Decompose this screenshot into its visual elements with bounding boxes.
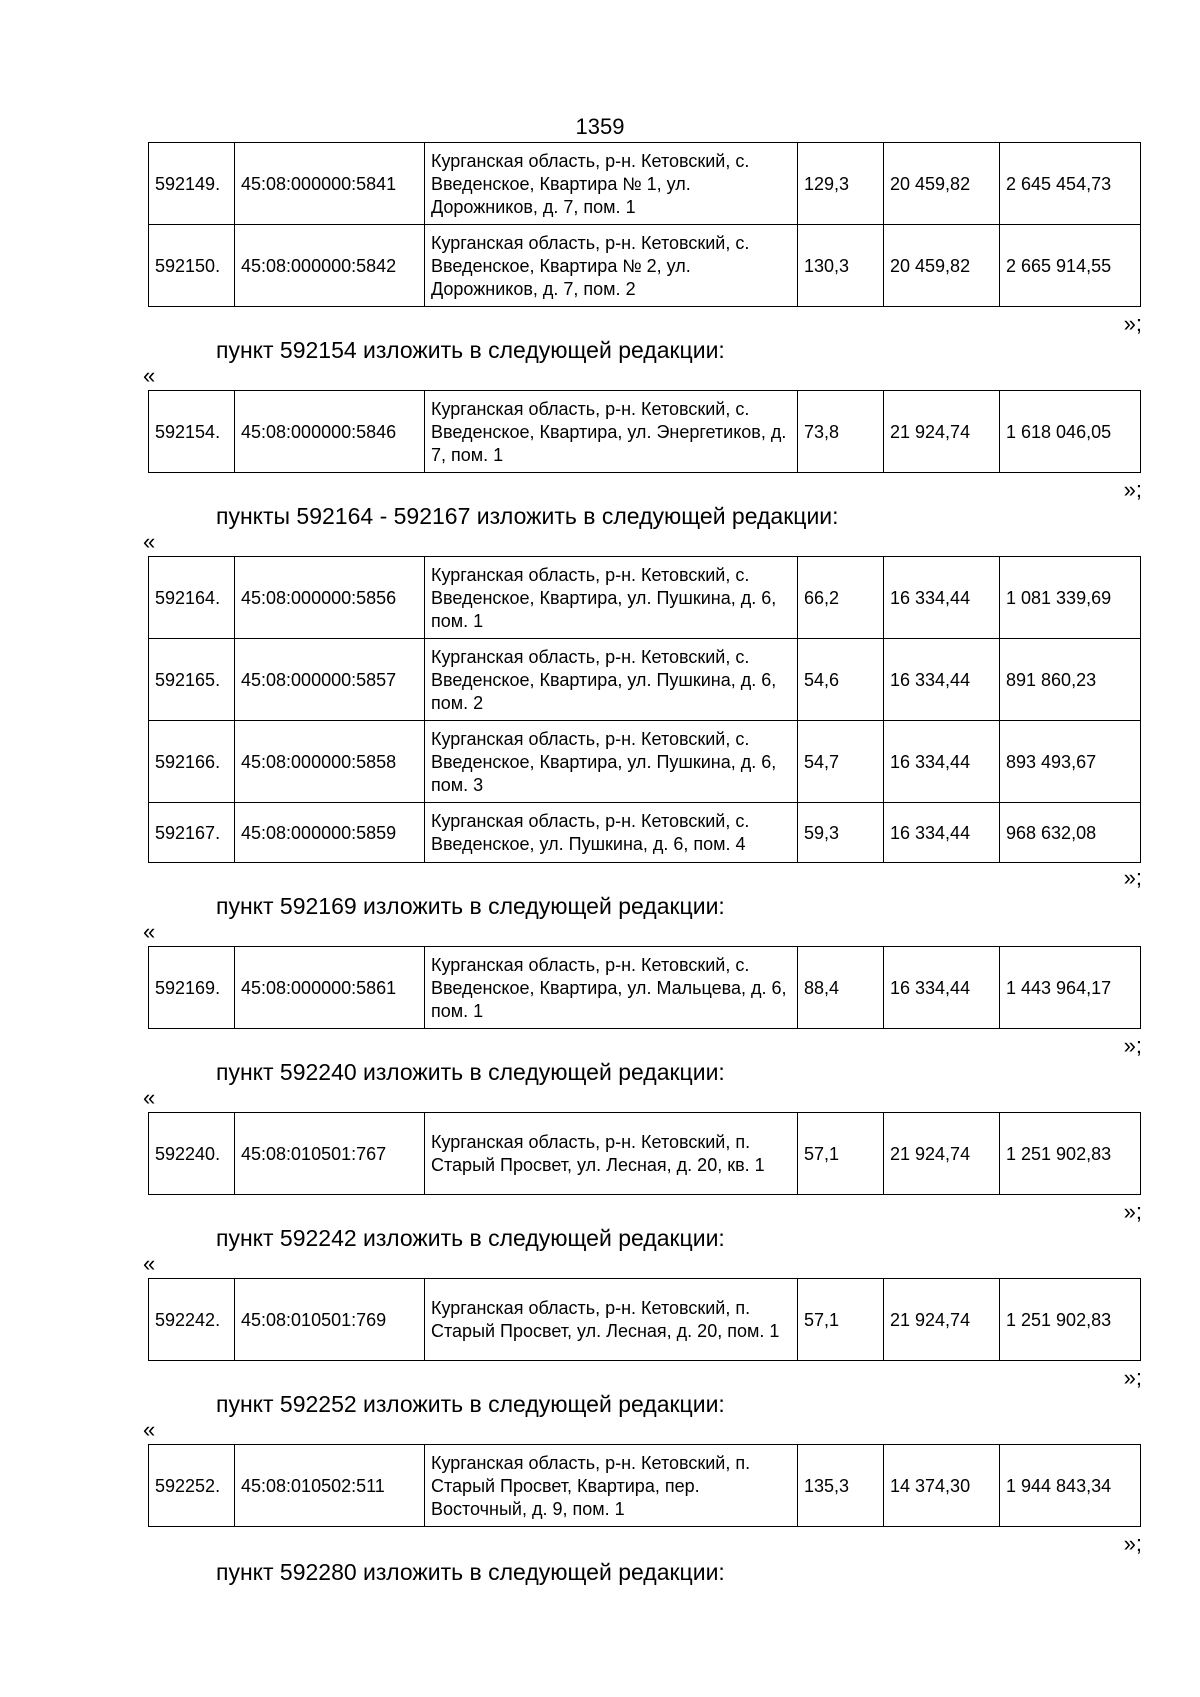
area: 88,4	[798, 947, 884, 1029]
specific-value: 16 334,44	[884, 557, 1000, 639]
opening-quote: «	[143, 1085, 156, 1110]
closing-quote: »;	[1123, 1531, 1142, 1556]
closing-quote: »;	[1123, 311, 1142, 336]
address: Курганская область, р-н. Кетовский, с. Введенское, ул. Пушкина, д. 6, пом. 4	[425, 803, 798, 863]
opening-quote: «	[143, 363, 156, 388]
cadastral-value: 1 443 964,17	[1000, 947, 1141, 1029]
table-block-592242	[148, 1278, 1140, 1361]
cadastral-value: 891 860,23	[1000, 639, 1141, 721]
address: Курганская область, р-н. Кетовский, с. Введенское, Квартира, ул. Пушкина, д. 6, пом. 2	[425, 639, 798, 721]
property-table	[148, 1112, 1141, 1195]
table-row	[149, 639, 1141, 721]
closing-quote: »;	[1123, 865, 1142, 890]
area: 130,3	[798, 225, 884, 307]
cadastral-number: 45:08:000000:5861	[235, 947, 425, 1029]
specific-value: 16 334,44	[884, 947, 1000, 1029]
address: Курганская область, р-н. Кетовский, п. Старый Просвет, ул. Лесная, д. 20, пом. 1	[425, 1279, 798, 1361]
address: Курганская область, р-н. Кетовский, с. Введенское, Квартира, ул. Энергетиков, д. 7, пом. 1	[425, 391, 798, 473]
table-row	[149, 1113, 1141, 1195]
closing-quote: »;	[1123, 1199, 1142, 1224]
instruction-text: пункт 592252 изложить в следующей редакции:	[216, 1391, 725, 1417]
address: Курганская область, р-н. Кетовский, п. Старый Просвет, ул. Лесная, д. 20, кв. 1	[425, 1113, 798, 1195]
area: 54,7	[798, 721, 884, 803]
specific-value: 14 374,30	[884, 1445, 1000, 1527]
specific-value: 21 924,74	[884, 1113, 1000, 1195]
specific-value: 20 459,82	[884, 143, 1000, 225]
cadastral-value: 2 645 454,73	[1000, 143, 1141, 225]
instruction-text: пункт 592154 изложить в следующей редакции:	[216, 337, 725, 363]
property-table	[148, 1444, 1141, 1527]
property-table	[148, 390, 1141, 473]
specific-value: 21 924,74	[884, 1279, 1000, 1361]
instruction-text: пункт 592280 изложить в следующей редакции:	[216, 1559, 725, 1585]
instruction-text: пункты 592164 - 592167 изложить в следующей редакции:	[216, 503, 839, 529]
cadastral-number: 45:08:000000:5858	[235, 721, 425, 803]
property-table	[148, 556, 1141, 863]
table-block-592164	[148, 556, 1140, 863]
table-row	[149, 143, 1141, 225]
cadastral-number: 45:08:000000:5856	[235, 557, 425, 639]
item-number: 592240.	[149, 1113, 235, 1195]
item-number: 592167.	[149, 803, 235, 863]
instruction-text: пункт 592242 изложить в следующей редакции:	[216, 1225, 725, 1251]
property-table	[148, 1278, 1141, 1361]
table-row	[149, 803, 1141, 863]
table-row	[149, 721, 1141, 803]
address: Курганская область, р-н. Кетовский, п. Старый Просвет, Квартира, пер. Восточный, д. 9, пом. 1	[425, 1445, 798, 1527]
table-row	[149, 947, 1141, 1029]
area: 59,3	[798, 803, 884, 863]
cadastral-number: 45:08:010501:769	[235, 1279, 425, 1361]
specific-value: 21 924,74	[884, 391, 1000, 473]
table-row	[149, 391, 1141, 473]
address: Курганская область, р-н. Кетовский, с. Введенское, Квартира № 1, ул. Дорожников, д. 7, пом. 1	[425, 143, 798, 225]
opening-quote: «	[143, 919, 156, 944]
cadastral-value: 1 251 902,83	[1000, 1279, 1141, 1361]
cadastral-value: 2 665 914,55	[1000, 225, 1141, 307]
area: 73,8	[798, 391, 884, 473]
table-row	[149, 225, 1141, 307]
table-row	[149, 1445, 1141, 1527]
cadastral-value: 1 944 843,34	[1000, 1445, 1141, 1527]
specific-value: 16 334,44	[884, 639, 1000, 721]
cadastral-number: 45:08:000000:5859	[235, 803, 425, 863]
closing-quote: »;	[1123, 1033, 1142, 1058]
cadastral-number: 45:08:000000:5857	[235, 639, 425, 721]
property-table	[148, 142, 1141, 307]
cadastral-number: 45:08:000000:5842	[235, 225, 425, 307]
area: 66,2	[798, 557, 884, 639]
specific-value: 16 334,44	[884, 721, 1000, 803]
item-number: 592165.	[149, 639, 235, 721]
table-block-592149	[148, 142, 1140, 307]
item-number: 592164.	[149, 557, 235, 639]
table-block-592169	[148, 946, 1140, 1029]
cadastral-value: 1 081 339,69	[1000, 557, 1141, 639]
cadastral-number: 45:08:000000:5841	[235, 143, 425, 225]
specific-value: 16 334,44	[884, 803, 1000, 863]
area: 57,1	[798, 1113, 884, 1195]
item-number: 592242.	[149, 1279, 235, 1361]
property-table	[148, 946, 1141, 1029]
address: Курганская область, р-н. Кетовский, с. Введенское, Квартира, ул. Мальцева, д. 6, пом. 1	[425, 947, 798, 1029]
address: Курганская область, р-н. Кетовский, с. Введенское, Квартира № 2, ул. Дорожников, д. 7, пом. 2	[425, 225, 798, 307]
address: Курганская область, р-н. Кетовский, с. Введенское, Квартира, ул. Пушкина, д. 6, пом. 1	[425, 557, 798, 639]
cadastral-value: 968 632,08	[1000, 803, 1141, 863]
area: 54,6	[798, 639, 884, 721]
table-block-592240	[148, 1112, 1140, 1195]
area: 57,1	[798, 1279, 884, 1361]
opening-quote: «	[143, 1417, 156, 1442]
item-number: 592150.	[149, 225, 235, 307]
instruction-text: пункт 592240 изложить в следующей редакции:	[216, 1059, 725, 1085]
item-number: 592149.	[149, 143, 235, 225]
table-block-592154	[148, 390, 1140, 473]
item-number: 592252.	[149, 1445, 235, 1527]
cadastral-number: 45:08:010502:511	[235, 1445, 425, 1527]
cadastral-value: 1 618 046,05	[1000, 391, 1141, 473]
opening-quote: «	[143, 1251, 156, 1276]
closing-quote: »;	[1123, 477, 1142, 502]
instruction-text: пункт 592169 изложить в следующей редакции:	[216, 893, 725, 919]
table-block-592252	[148, 1444, 1140, 1527]
table-row	[149, 557, 1141, 639]
cadastral-value: 893 493,67	[1000, 721, 1141, 803]
item-number: 592166.	[149, 721, 235, 803]
specific-value: 20 459,82	[884, 225, 1000, 307]
address: Курганская область, р-н. Кетовский, с. Введенское, Квартира, ул. Пушкина, д. 6, пом. 3	[425, 721, 798, 803]
item-number: 592154.	[149, 391, 235, 473]
closing-quote: »;	[1123, 1365, 1142, 1390]
item-number: 592169.	[149, 947, 235, 1029]
area: 135,3	[798, 1445, 884, 1527]
area: 129,3	[798, 143, 884, 225]
opening-quote: «	[143, 529, 156, 554]
table-row	[149, 1279, 1141, 1361]
cadastral-number: 45:08:000000:5846	[235, 391, 425, 473]
cadastral-number: 45:08:010501:767	[235, 1113, 425, 1195]
page-number: 1359	[575, 114, 625, 139]
cadastral-value: 1 251 902,83	[1000, 1113, 1141, 1195]
